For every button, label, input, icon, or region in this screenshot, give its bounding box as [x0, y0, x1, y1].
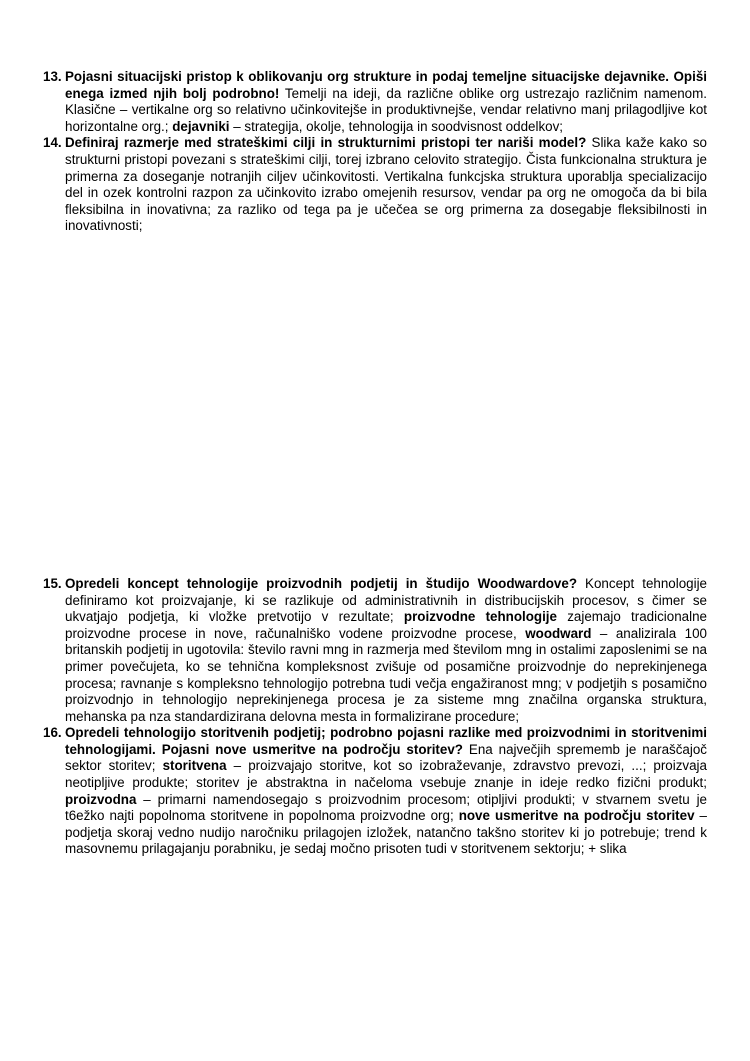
item-text-bold-segment: Opredeli koncept tehnologije proizvodnih podjetij in študijo Woodwardove?	[65, 575, 578, 591]
item-text-bold-segment: storitvena	[162, 758, 227, 774]
item-text-segment: – proizvajajo storitve, kot so izobraževanje, zdravstvo prevozi, ...; proizvaja neotipljive produkte; storitev je abstraktna in načeloma vsebuje znanje in ideje redko fizični produkt;	[65, 758, 707, 791]
question-item-16	[43, 725, 707, 858]
question-list	[43, 69, 707, 858]
item-text-segment: – analizirala 100 britanskih podjetij in ugotovila: število ravni mng in razmerja med številom mng in ostalimi zaposlenimi se na primer povečujeta, ko se tehnična kompleksnost zvišuje od posamične proizvodnje do neprekinjenega procesa; ravnanje s kompleksno tehnologijo potrebna tudi večja engažiranost mng; v podjetjih s posamično proizvodnjo in tehnologijo neprekinjenega procesa je za sisteme mng značilna organska struktura, mehanska pa nza standardizirana delovna mesta in formalizirane procedure;	[65, 625, 707, 724]
item-text	[65, 69, 707, 134]
item-text	[65, 135, 707, 233]
item-text-segment: Temelji na ideji, da različne oblike org ustrezajo različnim namenom. Klasične – vertikalne org so relativno učinkovitejše in produktivnejše, vendar relativno manj prilagodljive kot horizontalne org.;	[65, 85, 707, 134]
item-number: 15.	[43, 575, 62, 591]
question-item-14	[43, 135, 707, 235]
item-text	[65, 725, 707, 856]
item-text-segment: Slika kaže kako so strukturni pristopi povezani s strateškimi cilji, torej izbrano celovito strategijo. Čista funkcionalna struktura je primerna za doseganje notranjih ciljev učinkovitosti. Vertikalna funkcjska struktura uporablja specializacijo del in ozek kontrolni razpon za učinkovito izrabo omejenih resursov, vendar pa org ne omogoča da bi bila fleksibilna in inovativna; za razliko od tega pa je učečea se org primerna za dosegabje fleksibilnosti in inovativnosti;	[65, 135, 708, 234]
question-item-13	[43, 69, 707, 135]
item-text-bold-segment: Pojasni situacijski pristop k oblikovanju org strukture in podaj temeljne situacijske dejavnike. Opiši enega izmed njih bolj podrobno!	[65, 69, 707, 101]
item-text-bold-segment: proizvodna	[65, 791, 137, 807]
item-text-bold-segment: nove usmeritve na področju storitev	[458, 808, 695, 824]
item-text-segment: Ena največjih sprememb je naraščajoč sektor storitev;	[65, 741, 707, 774]
item-text-bold-segment: Definiraj razmerje med strateškimi cilji in strukturnimi pristopi ter nariši model?	[65, 135, 587, 151]
item-number: 14.	[43, 135, 62, 151]
item-text-bold-segment: proizvodne tehnologije	[403, 609, 557, 625]
item-text-segment: – podjetja skoraj vedno nudijo naročniku prilagojen izložek, natančno takšno storitev ki jo potrebuje; trend k masovnemu prilagajanju porabniku, je sedaj močno prisoten tudi v storitvenem sektorju; + slika	[65, 808, 707, 857]
item-number: 16.	[43, 725, 62, 741]
item-text-segment: – strategija, okolje, tehnologija in soodvisnost oddelkov;	[229, 118, 564, 134]
item-text-bold-segment: dejavniki	[172, 118, 230, 134]
question-item-15	[43, 576, 707, 725]
item-number: 13.	[43, 69, 62, 84]
item-text-bold-segment: woodward	[525, 625, 592, 641]
item-text-segment: – primarni namendosegajo s proizvodnim procesom; otipljivi produkti; v stvarnem svetu je t6ežko najti popolnoma storitvene in popolnoma proizvodne org;	[65, 791, 707, 824]
item-text-segment: zajemajo tradicionalne proizvodne procese in nove, računalniško vodene proizvodne procese,	[65, 609, 707, 641]
item-text-bold-segment: Opredeli tehnologijo storitvenih podjetij; podrobno pojasni razlike med proizvodnimi in storitvenimi tehnologijami. Pojasni nove usmeritve na področju storitev?	[65, 725, 707, 757]
item-text	[65, 576, 707, 724]
item-text-segment: Koncept tehnologije definiramo kot proizvajanje, ki se razlikuje od administrativnih in distribucijskih procesov, s čimer se ukvatjajo podjetja, ki vložke pretvotijo v rezultate;	[65, 575, 707, 625]
